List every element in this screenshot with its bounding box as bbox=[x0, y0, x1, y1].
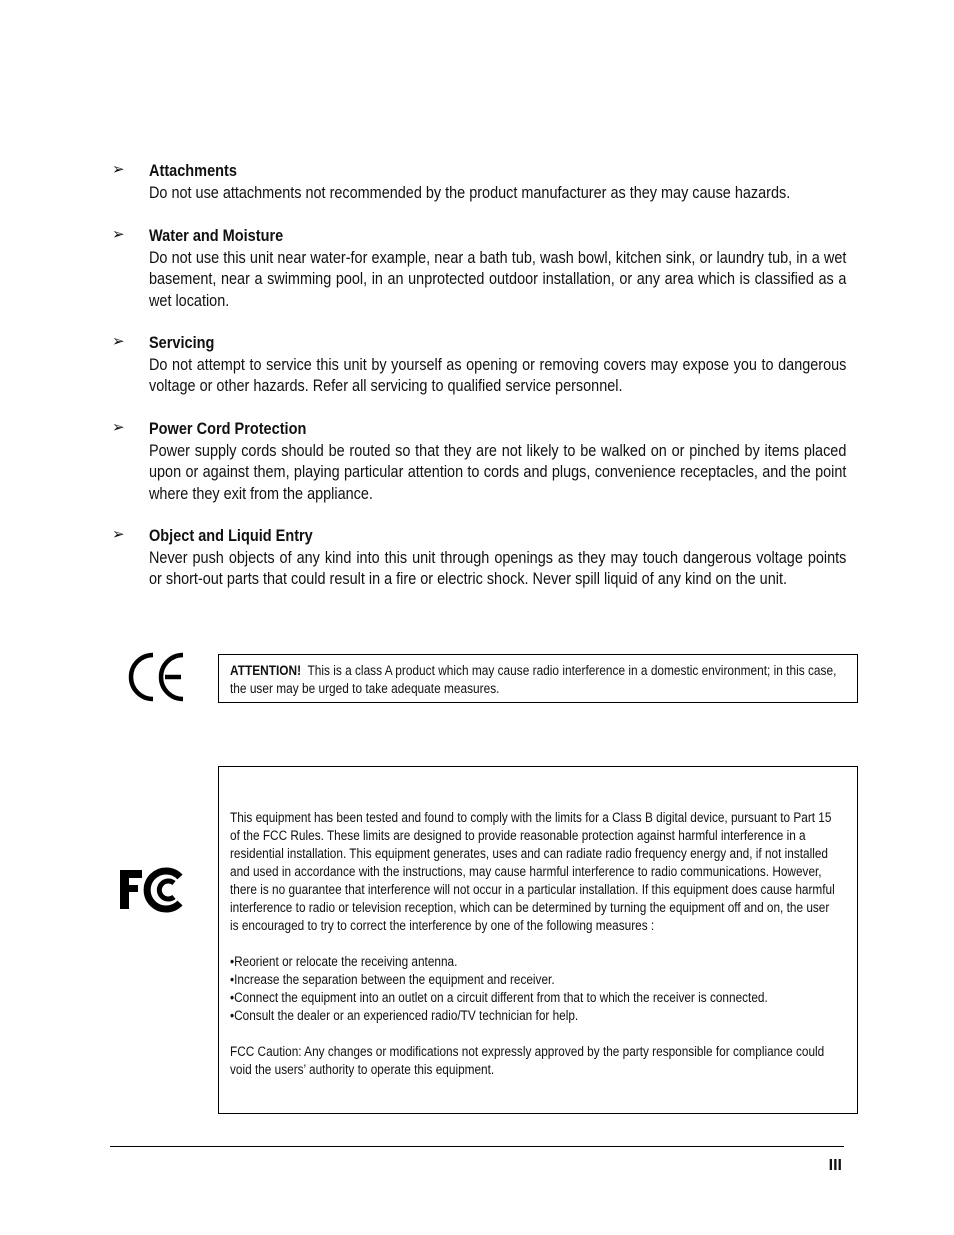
ce-attention-notice bbox=[218, 654, 858, 703]
item-body: Do not use this unit near water-for example, near a bath tub, wash bowl, kitchen sink, or laundry tub, in a wet basement, near a swimming pool, in an unprotected outdoor installation, or any area which is classified as a wet location. bbox=[149, 248, 847, 310]
item-body: Do not use attachments not recommended by the product manufacturer as they may cause hazards. bbox=[149, 183, 791, 202]
arrowhead-bullet-icon: ➢ bbox=[112, 226, 125, 243]
item-title: Object and Liquid Entry bbox=[149, 527, 313, 545]
fcc-statement-box bbox=[218, 766, 858, 1114]
arrowhead-bullet-icon: ➢ bbox=[112, 526, 125, 543]
fcc-logo-icon bbox=[118, 866, 188, 914]
arrowhead-bullet-icon: ➢ bbox=[112, 161, 125, 178]
attention-label: ATTENTION! bbox=[230, 663, 302, 678]
list-item: •Increase the separation between the equipment and receiver. bbox=[230, 972, 555, 987]
item-title: Power Cord Protection bbox=[149, 420, 307, 438]
list-item: •Connect the equipment into an outlet on a circuit different from that to which the receiver is connected. bbox=[230, 990, 768, 1005]
attention-text-block bbox=[230, 662, 837, 698]
item-title: Attachments bbox=[149, 162, 237, 180]
ce-mark-icon bbox=[126, 651, 188, 703]
item-title: Servicing bbox=[149, 334, 215, 352]
item-body: Do not attempt to service this unit by yourself as opening or removing covers may expose you to dangerous voltage or other hazards. Refer all servicing to qualified service personnel. bbox=[149, 355, 847, 395]
fcc-caution: FCC Caution: Any changes or modifications not expressly approved by the party responsible for compliance could void the users’ authority to operate this equipment. bbox=[230, 1044, 825, 1077]
footer-divider bbox=[110, 1146, 844, 1147]
arrowhead-bullet-icon: ➢ bbox=[112, 419, 125, 436]
item-title: Water and Moisture bbox=[149, 227, 284, 245]
list-item: •Consult the dealer or an experienced radio/TV technician for help. bbox=[230, 1008, 579, 1023]
fcc-measures-list bbox=[230, 953, 841, 1025]
arrowhead-bullet-icon: ➢ bbox=[112, 333, 125, 350]
fcc-text-block bbox=[230, 809, 841, 1097]
attention-text: This is a class A product which may cause radio interference in a domestic environment; in this case, the user may be urged to take adequate measures. bbox=[230, 663, 837, 696]
item-body: Never push objects of any kind into this unit through openings as they may touch dangerous voltage points or short-out parts that could result in a fire or electric shock. Never spill liquid of any kind on the unit. bbox=[149, 548, 847, 588]
page-number: III bbox=[828, 1157, 842, 1174]
fcc-statement: This equipment has been tested and found to comply with the limits for a Class B digital device, pursuant to Part 15 of the FCC Rules. These limits are designed to provide reasonable protection against harmful interference in a residential installation. This equipment generates, uses and can radiate radio frequency energy and, if not installed and used in accordance with the instructions, may cause harmful interference to radio communications. However, there is no guarantee that interference will not occur in a particular installation. If this equipment does cause harmful interference to radio or television reception, which can be determined by turning the equipment off and on, the user is encouraged to try to correct the interference by one of the following measures : bbox=[230, 810, 835, 933]
item-body: Power supply cords should be routed so that they are not likely to be walked on or pinched by items placed upon or against them, playing particular attention to cords and plugs, convenience receptacles, and the point where they exit from the appliance. bbox=[149, 441, 847, 503]
list-item: •Reorient or relocate the receiving antenna. bbox=[230, 954, 458, 969]
